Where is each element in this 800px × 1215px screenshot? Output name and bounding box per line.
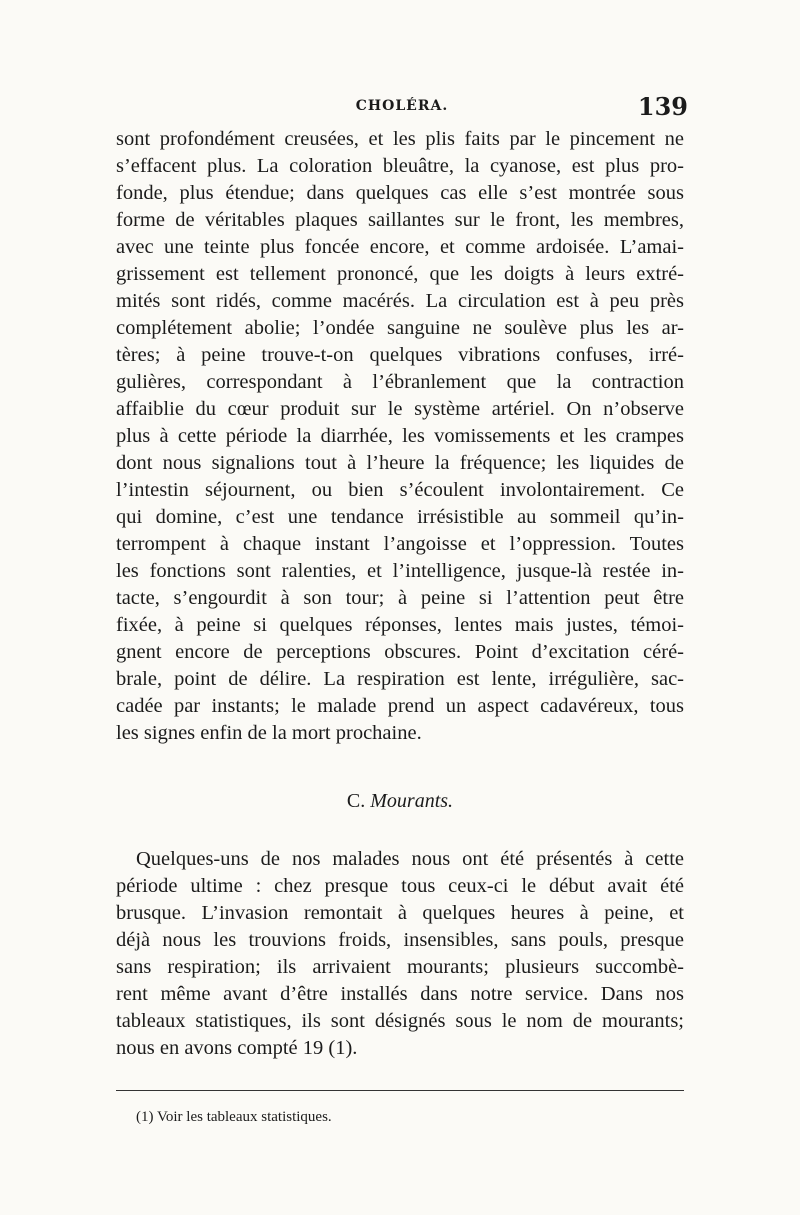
text-line: terrompent à chaque instant l’angoisse et l’oppression. Toutes bbox=[116, 533, 684, 555]
text-line: fixée, à peine si quelques réponses, lentes mais justes, témoi- bbox=[116, 614, 684, 636]
section-heading bbox=[116, 790, 684, 813]
text-line: sont profondément creusées, et les plis faits par le pincement ne bbox=[116, 128, 684, 150]
text-line: affaiblie du cœur produit sur le système artériel. On n’observe bbox=[116, 398, 684, 420]
text-line: complétement abolie; l’ondée sanguine ne soulève plus les ar- bbox=[116, 317, 684, 339]
text-line: Quelques-uns de nos malades nous ont été présentés à cette bbox=[136, 848, 684, 870]
text-line: s’effacent plus. La coloration bleuâtre, la cyanose, est plus pro- bbox=[116, 155, 684, 177]
text-line: tableaux statistiques, ils sont désignés sous le nom de mourants; bbox=[116, 1010, 684, 1032]
text-line: brusque. L’invasion remontait à quelques heures à peine, et bbox=[116, 902, 684, 924]
text-line: les signes enfin de la mort prochaine. bbox=[116, 722, 422, 744]
text-line: rent même avant d’être installés dans notre service. Dans nos bbox=[116, 983, 684, 1005]
running-title: CHOLÉRA. bbox=[355, 98, 449, 114]
text-line: forme de véritables plaques saillantes sur le front, les membres, bbox=[116, 209, 684, 231]
text-line: période ultime : chez presque tous ceux-ci le début avait été bbox=[116, 875, 684, 897]
text-line: cadée par instants; le malade prend un aspect cadavéreux, tous bbox=[116, 695, 684, 717]
footnote-divider bbox=[116, 1090, 684, 1091]
paragraph-mourants bbox=[116, 846, 684, 1062]
text-line: sans respiration; ils arrivaient mourants; plusieurs succombè- bbox=[116, 956, 684, 978]
text-line: mités sont ridés, comme macérés. La circulation est à peu près bbox=[116, 290, 684, 312]
text-line: les fonctions sont ralenties, et l’intelligence, jusque-là restée in- bbox=[116, 560, 684, 582]
page-number: 139 bbox=[637, 92, 688, 121]
text-line: l’intestin séjournent, ou bien s’écoulent involontairement. Ce bbox=[116, 479, 684, 501]
text-line: avec une teinte plus foncée encore, et comme ardoisée. L’amai- bbox=[116, 236, 684, 258]
text-line: qui domine, c’est une tendance irrésistible au sommeil qu’in- bbox=[116, 506, 684, 528]
text-line: brale, point de délire. La respiration est lente, irrégulière, sac- bbox=[116, 668, 684, 690]
text-line: fonde, plus étendue; dans quelques cas elle s’est montrée sous bbox=[116, 182, 684, 204]
text-line: gnent encore de perceptions obscures. Point d’excitation céré- bbox=[116, 641, 684, 663]
text-line: tacte, s’engourdit à son tour; à peine si l’attention peut être bbox=[116, 587, 684, 609]
paragraph-main bbox=[116, 126, 684, 747]
section-letter: C. bbox=[346, 790, 366, 812]
text-line: tères; à peine trouve-t-on quelques vibrations confuses, irré- bbox=[116, 344, 684, 366]
running-head bbox=[116, 92, 688, 122]
section-title: Mourants. bbox=[370, 790, 454, 812]
text-line: dont nous signalions tout à l’heure la fréquence; les liquides de bbox=[116, 452, 684, 474]
text-line: gulières, correspondant à l’ébranlement que la contraction bbox=[116, 371, 684, 393]
footnote: (1) Voir les tableaux statistiques. bbox=[136, 1109, 332, 1125]
text-line: grissement est tellement prononcé, que les doigts à leurs extré- bbox=[116, 263, 684, 285]
text-line: nous en avons compté 19 (1). bbox=[116, 1037, 358, 1059]
text-line: plus à cette période la diarrhée, les vomissements et les crampes bbox=[116, 425, 684, 447]
text-line: déjà nous les trouvions froids, insensibles, sans pouls, presque bbox=[116, 929, 684, 951]
